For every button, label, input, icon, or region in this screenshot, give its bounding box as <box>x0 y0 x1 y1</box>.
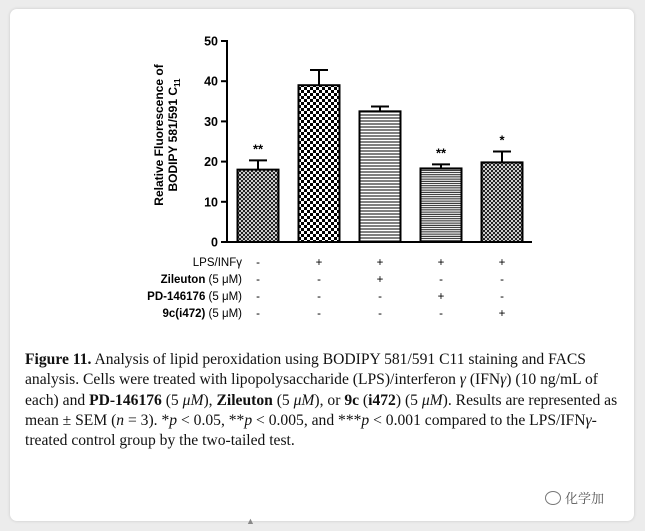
caption-compound: i472 <box>368 391 396 409</box>
caption-text: (5 <box>272 391 294 409</box>
caption-text: Analysis of lipid peroxidation using BODIPY 581/591 C11 staining and FACS analysis. Cells were treated with lipopolysaccharide (LPS)/interferon <box>25 351 586 389</box>
treatment-sign: - <box>256 291 260 303</box>
y-axis-label <box>152 63 182 205</box>
treatment-sign: - <box>500 274 504 286</box>
figure-card <box>10 9 634 521</box>
significance-label: * <box>499 132 505 148</box>
caption-text: ). Results are represented as mean ± SEM ( <box>25 391 618 429</box>
treatment-dose: (5 μM) <box>205 308 242 320</box>
treatment-sign: + <box>437 257 445 269</box>
caption-symbol: γ <box>459 371 466 389</box>
caption-unit: μM <box>293 391 315 409</box>
bar <box>360 111 401 242</box>
treatment-sign: - <box>439 274 443 286</box>
y-axis-label-subscript: 11 <box>173 78 182 87</box>
treatment-label <box>147 291 242 303</box>
caption-text: ), or <box>314 391 345 409</box>
caption-symbol: γ <box>500 371 507 389</box>
bar-chart <box>10 9 634 339</box>
treatment-label <box>161 274 243 286</box>
caption-compound: Zileuton <box>216 391 273 409</box>
treatment-sign: + <box>437 291 445 303</box>
caption-symbol: p <box>169 411 178 429</box>
caption-text: ) (5 <box>395 391 422 409</box>
y-tick-label: 50 <box>204 34 218 49</box>
bar <box>299 85 340 242</box>
significance-label: ** <box>252 141 264 157</box>
caption-text: ) (10 ng/mL of each) and <box>25 371 598 409</box>
y-tick-label: 40 <box>204 74 218 89</box>
treatment-dose: (5 μM) <box>205 291 242 303</box>
figure-caption <box>25 350 635 451</box>
treatment-sign: - <box>256 274 260 286</box>
caption-text: < 0.005, and *** <box>252 411 362 429</box>
treatment-sign: - <box>256 257 260 269</box>
caption-symbol: p <box>361 411 370 429</box>
treatment-name: PD-146176 <box>147 291 206 303</box>
treatment-sign: - <box>500 291 504 303</box>
treatment-name: LPS/INFγ <box>192 257 242 269</box>
caption-text: ), <box>203 391 217 409</box>
footer-mark: ▲ <box>246 516 255 526</box>
treatment-label <box>193 257 242 269</box>
treatment-sign: - <box>378 308 382 320</box>
y-tick-label: 10 <box>204 195 218 210</box>
caption-symbol: γ <box>585 411 592 429</box>
treatment-name: Zileuton <box>160 274 206 286</box>
treatment-sign: - <box>256 308 260 320</box>
caption-symbol: p <box>244 411 253 429</box>
treatment-label <box>163 308 243 320</box>
bar <box>482 162 523 242</box>
caption-symbol: n <box>116 411 125 429</box>
caption-compound: PD-146176 <box>89 391 162 409</box>
caption-figure-label: Figure 11. <box>25 351 92 368</box>
y-axis-label-line1: Relative Fluorescence of <box>152 64 166 206</box>
caption-text: ( <box>359 391 369 409</box>
treatment-name: 9c(i472) <box>162 308 206 320</box>
treatment-sign: + <box>498 257 506 269</box>
caption-text: < 0.05, ** <box>177 411 245 429</box>
treatment-sign: - <box>317 291 321 303</box>
caption-text: (IFN <box>465 371 501 389</box>
wechat-icon <box>545 491 561 505</box>
caption-text: < 0.001 compared to the LPS/IFN <box>369 411 586 429</box>
treatment-sign: - <box>317 308 321 320</box>
y-tick-label: 20 <box>204 155 218 170</box>
treatment-sign: + <box>376 257 384 269</box>
bar <box>238 170 279 242</box>
caption-text: (5 <box>161 391 183 409</box>
treatment-sign: + <box>376 274 384 286</box>
treatment-sign: - <box>439 308 443 320</box>
y-axis-label-line2: BODIPY 581/591 C <box>166 86 180 192</box>
treatment-sign: + <box>315 257 323 269</box>
treatment-sign: - <box>317 274 321 286</box>
caption-compound: 9c <box>344 391 360 409</box>
y-tick-label: 0 <box>211 235 218 250</box>
caption-unit: μM <box>421 391 443 409</box>
watermark <box>545 488 604 507</box>
significance-label: ** <box>435 145 447 161</box>
y-tick-label: 30 <box>204 114 218 129</box>
watermark-text: 化学加 <box>565 491 605 506</box>
caption-text: -treated control group by the two-tailed test. <box>25 411 597 450</box>
treatment-dose: (5 μM) <box>205 274 242 286</box>
bar <box>421 168 462 242</box>
caption-unit: μM <box>182 391 204 409</box>
caption-text: = 3). * <box>124 411 170 429</box>
treatment-sign: - <box>378 291 382 303</box>
treatment-sign: + <box>498 308 506 320</box>
